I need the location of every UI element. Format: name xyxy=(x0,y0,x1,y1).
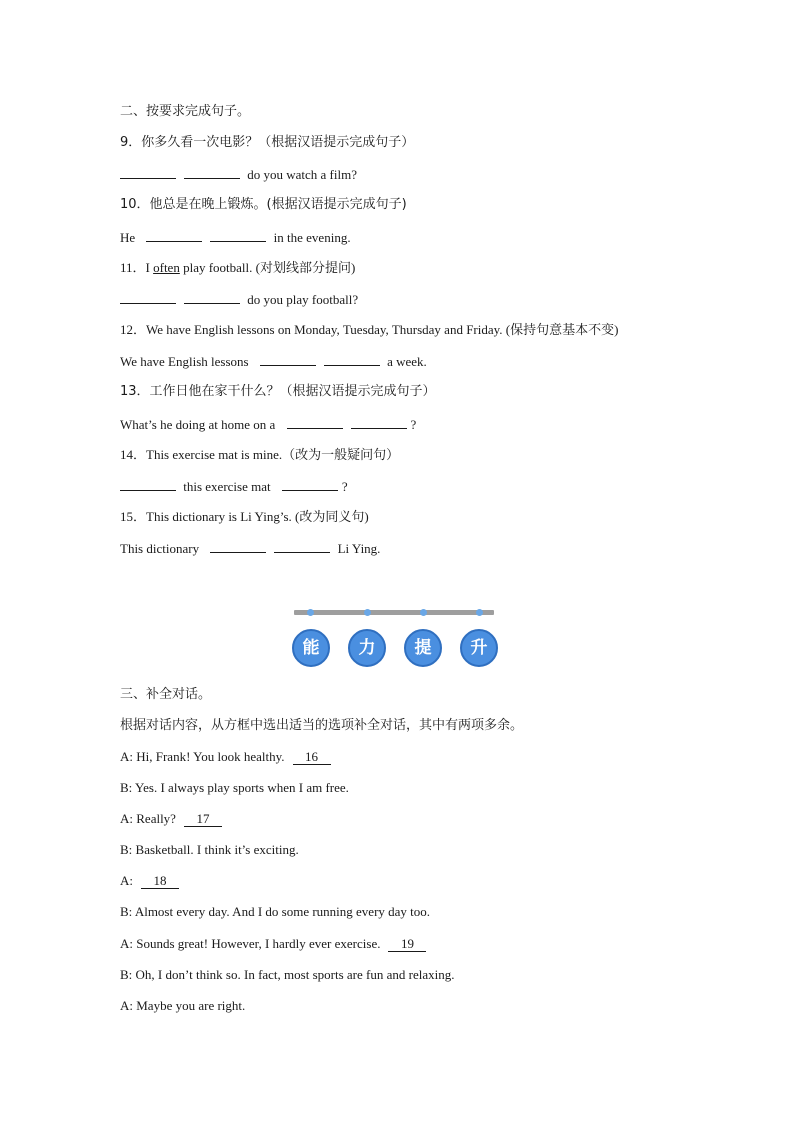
answer-blank[interactable] xyxy=(210,540,266,553)
q11-tail: do you play football? xyxy=(247,292,359,307)
dialogue-text: A: Maybe you are right. xyxy=(120,998,246,1013)
dialogue-line xyxy=(120,873,179,889)
dialogue-text: B: Yes. I always play sports when I am free. xyxy=(120,780,349,795)
q12-prompt: 12．We have English lessons on Monday, Tuesday, Thursday and Friday. (保持句意基本不变) xyxy=(120,322,619,337)
q11-underlined-word: often xyxy=(153,260,180,275)
q10-head: He xyxy=(120,230,136,245)
q10-answer-line xyxy=(120,229,351,246)
banner-char-circle: 能 xyxy=(292,629,330,667)
q10-tail: in the evening. xyxy=(273,230,351,245)
q11-prompt-start: 11．I xyxy=(120,260,154,275)
answer-blank[interactable] xyxy=(282,478,338,491)
answer-blank[interactable] xyxy=(210,229,266,242)
answer-blank[interactable] xyxy=(120,291,176,304)
q9-answer-line xyxy=(120,166,357,183)
dialogue-text: A: xyxy=(120,873,133,888)
q9-tail: do you watch a film? xyxy=(247,167,357,182)
q15-prompt: 15．This dictionary is Li Ying’s. (改为同义句) xyxy=(120,509,369,524)
q14-prompt: 14．This exercise mat is mine.（改为一般疑问句） xyxy=(120,447,400,462)
q11-prompt-end: play football. (对划线部分提问) xyxy=(179,260,356,275)
answer-blank[interactable] xyxy=(287,416,343,429)
ability-banner xyxy=(294,605,500,667)
dialogue-blank-number[interactable]: 17 xyxy=(184,812,222,827)
banner-dot xyxy=(420,609,427,616)
dialogue-line xyxy=(120,967,454,983)
dialogue-text: A: Sounds great! However, I hardly ever exercise. xyxy=(120,936,381,951)
answer-blank[interactable] xyxy=(274,540,330,553)
dialogue-line xyxy=(120,936,426,952)
q13-prompt: 13．工作日他在家干什么？（根据汉语提示完成句子） xyxy=(120,384,436,399)
dialogue-line xyxy=(120,842,299,858)
banner-char-circle: 升 xyxy=(460,629,498,667)
q11-prompt xyxy=(120,260,355,276)
banner-dot xyxy=(307,609,314,616)
banner-bar xyxy=(294,610,494,615)
q14-tail: ? xyxy=(341,479,348,494)
dialogue-blank-number[interactable]: 18 xyxy=(141,874,179,889)
q15-tail: Li Ying. xyxy=(337,541,381,556)
q14-answer-line xyxy=(120,478,348,495)
section3-heading: 三、补全对话。 xyxy=(120,687,212,702)
answer-blank[interactable] xyxy=(146,229,202,242)
q10-prompt: 10．他总是在晚上锻炼。(根据汉语提示完成句子) xyxy=(120,197,407,212)
q15-head: This dictionary xyxy=(120,541,200,556)
q14-mid: this exercise mat xyxy=(183,479,271,494)
dialogue-blank-number[interactable]: 19 xyxy=(388,937,426,952)
dialogue-line xyxy=(120,780,349,796)
answer-blank[interactable] xyxy=(120,166,176,179)
dialogue-text: B: Basketball. I think it’s exciting. xyxy=(120,842,299,857)
dialogue-line xyxy=(120,811,222,827)
dialogue-blank-number[interactable]: 16 xyxy=(293,750,331,765)
dialogue-line xyxy=(120,904,430,920)
q12-head: We have English lessons xyxy=(120,354,249,369)
banner-dot xyxy=(364,609,371,616)
q12-answer-line xyxy=(120,353,427,370)
q11-answer-line xyxy=(120,291,358,308)
answer-blank[interactable] xyxy=(351,416,407,429)
q9-prompt: 9．你多久看一次电影？（根据汉语提示完成句子） xyxy=(120,135,415,150)
q13-answer-line xyxy=(120,416,416,433)
q15-answer-line xyxy=(120,540,380,557)
q12-tail: a week. xyxy=(387,354,427,369)
dialogue-line xyxy=(120,998,245,1014)
dialogue-text: B: Oh, I don’t think so. In fact, most sports are fun and relaxing. xyxy=(120,967,455,982)
answer-blank[interactable] xyxy=(184,166,240,179)
section3-instruction: 根据对话内容，从方框中选出适当的选项补全对话，其中有两项多余。 xyxy=(120,718,524,733)
answer-blank[interactable] xyxy=(120,478,176,491)
dialogue-line xyxy=(120,749,331,765)
banner-char-circle: 提 xyxy=(404,629,442,667)
dialogue-text: A: Really? xyxy=(120,811,176,826)
q13-tail: ? xyxy=(410,417,417,432)
banner-dot xyxy=(476,609,483,616)
answer-blank[interactable] xyxy=(324,353,380,366)
section2-heading: 二、按要求完成句子。 xyxy=(120,104,251,119)
banner-char-circle: 力 xyxy=(348,629,386,667)
dialogue-text: A: Hi, Frank! You look healthy. xyxy=(120,749,285,764)
dialogue-text: B: Almost every day. And I do some running every day too. xyxy=(120,904,431,919)
q13-head: What’s he doing at home on a xyxy=(120,417,276,432)
answer-blank[interactable] xyxy=(260,353,316,366)
answer-blank[interactable] xyxy=(184,291,240,304)
